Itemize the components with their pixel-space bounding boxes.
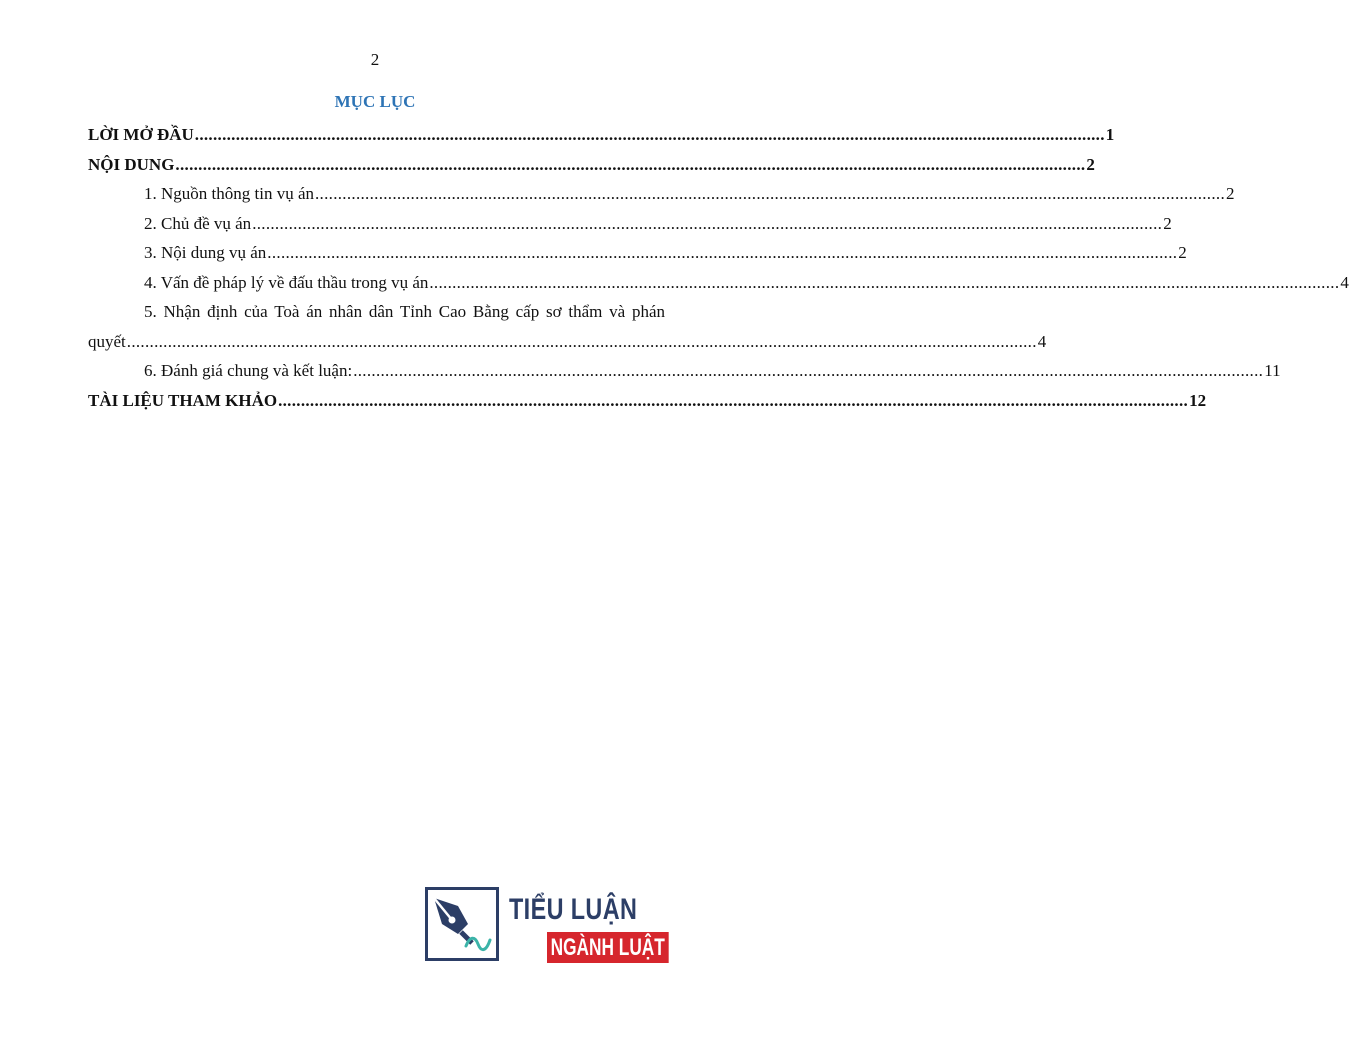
toc-leader-dots: ........................................................................................................................................................................................................ <box>194 125 1105 144</box>
toc-entry-page: 1 <box>1105 125 1115 144</box>
toc-heading: MỤC LỤC <box>334 92 416 111</box>
toc-entry-page: 4 <box>1340 272 1349 292</box>
tieu-luan-nganh-luat-logo <box>425 887 670 967</box>
toc-leader-dots: ........................................................................................................................................................................................................ <box>126 331 1037 351</box>
toc-entry-title: LỜI MỞ ĐẦU <box>88 125 194 144</box>
toc-entry-page: 2 <box>1086 154 1095 174</box>
toc-entry-page: 2 <box>1226 184 1235 203</box>
toc-entry-title: 1. Nguồn thông tin vụ án <box>144 184 314 203</box>
toc-entry-page: 12 <box>1189 390 1207 410</box>
toc-entry-section-6[interactable] <box>88 356 1281 386</box>
page-number: 2 <box>370 50 380 69</box>
toc-leader-dots: ........................................................................................................................................................................................................ <box>278 390 1189 410</box>
toc-entry-title-line2: quyết <box>88 331 126 351</box>
toc-entry-title-line1 <box>88 297 665 327</box>
toc-entry-intro[interactable] <box>88 120 1115 150</box>
toc-entry-section-2[interactable] <box>88 209 1172 239</box>
toc-entry-page: 4 <box>1037 331 1047 351</box>
fountain-pen-nib-icon <box>425 887 499 961</box>
toc-entry-title: NỘI DUNG <box>88 154 175 174</box>
toc-entry-content[interactable] <box>88 150 1095 180</box>
toc-leader-dots: ........................................................................................................................................................................................................ <box>267 243 1178 262</box>
toc-entry-section-3[interactable] <box>88 238 1187 268</box>
toc-entry-page: 11 <box>1264 361 1281 380</box>
toc-leader-dots: ........................................................................................................................................................................................................ <box>429 272 1340 292</box>
toc-entry-title-line2-row <box>88 327 1047 357</box>
toc-entry-section-4[interactable] <box>88 268 1349 298</box>
logo-title: TIỂU LUẬN <box>509 893 638 926</box>
toc-entry-page: 2 <box>1178 243 1187 262</box>
toc-leader-dots: ........................................................................................................................................................................................................ <box>175 154 1086 174</box>
toc-entry-title: TÀI LIỆU THAM KHẢO <box>88 390 278 410</box>
toc-entry-title: 4. Vấn đề pháp lý về đấu thầu trong vụ án <box>144 272 429 292</box>
logo-subtitle: NGÀNH LUẬT <box>547 932 668 963</box>
toc-leader-dots: ........................................................................................................................................................................................................ <box>353 361 1264 380</box>
toc-entry-title: 3. Nội dung vụ án <box>144 243 267 262</box>
toc-entry-title-line1-text: 5. Nhận định của Toà án nhân dân Tỉnh Cao Bằng cấp sơ thẩm và phán <box>144 302 665 321</box>
toc-entry-page: 2 <box>1163 213 1172 233</box>
toc-leader-dots: ........................................................................................................................................................................................................ <box>252 213 1163 233</box>
toc-entry-references[interactable] <box>88 386 1207 416</box>
table-of-contents <box>88 120 1349 415</box>
toc-entry-section-1[interactable] <box>88 179 1235 209</box>
toc-leader-dots: ........................................................................................................................................................................................................ <box>315 184 1225 203</box>
toc-entry-section-5[interactable] <box>88 297 1047 356</box>
toc-entry-title: 6. Đánh giá chung và kết luận: <box>144 361 353 380</box>
toc-entry-title: 2. Chủ đề vụ án <box>144 213 252 233</box>
